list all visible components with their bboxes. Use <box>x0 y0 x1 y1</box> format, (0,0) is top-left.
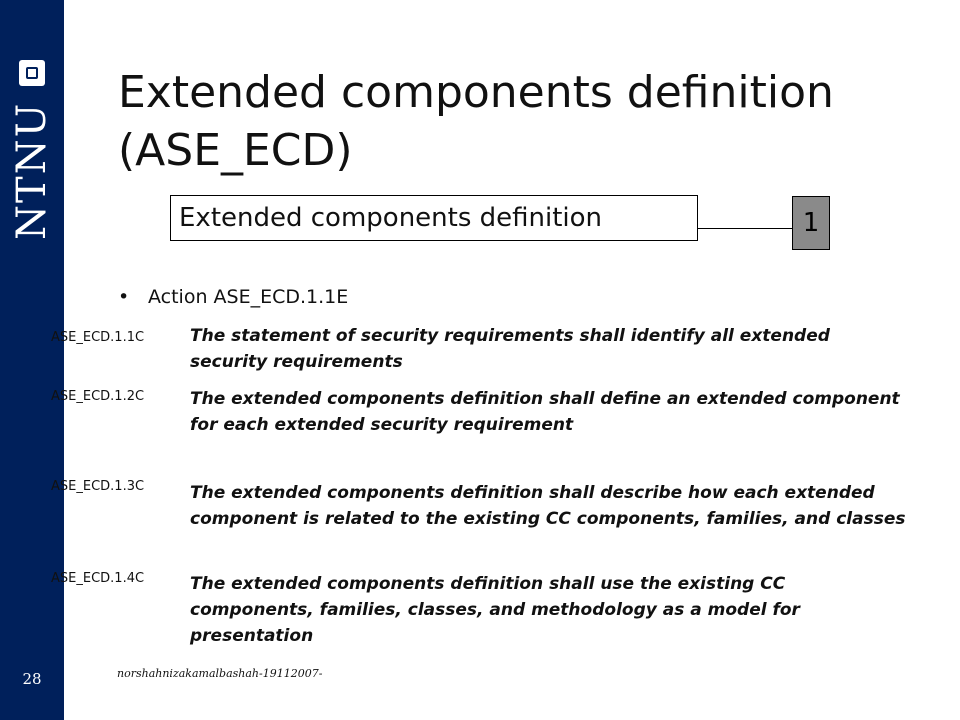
ntnu-logo-square-icon <box>19 60 45 86</box>
element-id: ASE_ECD.1.4C <box>51 571 145 586</box>
element-id: ASE_ECD.1.1C <box>51 330 145 345</box>
ntnu-logo-text: NTNU <box>9 101 55 241</box>
element-text: The statement of security requirements shall identify all extended security requirements <box>190 326 830 372</box>
action-bullet <box>118 286 348 308</box>
component-name-box: Extended components definition <box>170 195 698 241</box>
bullet-icon: • <box>118 286 130 308</box>
element-text: The extended components definition shall describe how each extended component is related to the existing CC components, families, and classes <box>190 483 906 529</box>
element-text: The extended components definition shall use the existing CC components, families, classes, and methodology as a model for presentation <box>190 574 800 646</box>
page-number: 28 <box>22 670 42 688</box>
footer-author: norshahnizakamalbashah-19112007- <box>117 667 323 680</box>
connector-line <box>698 228 792 229</box>
sidebar <box>0 0 64 720</box>
element-id: ASE_ECD.1.2C <box>51 389 145 404</box>
slide-title: Extended components definition (ASE_ECD) <box>118 67 834 176</box>
element-id: ASE_ECD.1.3C <box>51 479 145 494</box>
element-text: The extended components definition shall define an extended component for each extended security requirement <box>190 389 900 435</box>
component-level-badge: 1 <box>792 196 830 250</box>
action-text: Action ASE_ECD.1.1E <box>148 286 349 308</box>
